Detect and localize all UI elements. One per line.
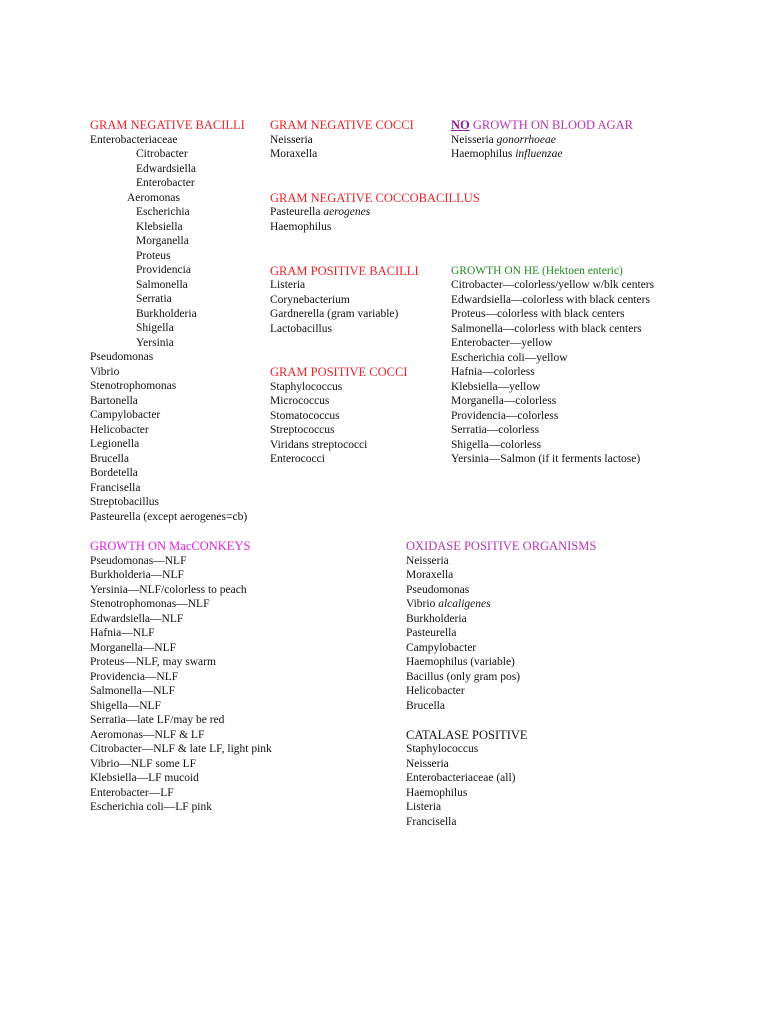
catalase-positive-section: [406, 728, 528, 830]
list-item: Citrobacter—colorless/yellow w/blk centers: [451, 279, 655, 291]
list-item: Morganella—NLF: [90, 641, 177, 654]
item-species: influenzae: [515, 148, 563, 160]
list-item: Hafnia—colorless: [451, 366, 535, 378]
item-genus: Pasteurella: [270, 206, 324, 218]
list-item: Escherichia coli—yellow: [451, 351, 568, 364]
list-item: Pseudomonas: [406, 583, 470, 596]
list-item: Hafnia—NLF: [90, 627, 155, 639]
list-item: Enterobacter—yellow: [451, 337, 553, 349]
list-item: Serratia: [136, 293, 172, 305]
list-item: Aeromonas: [127, 191, 181, 204]
oxidase-positive-section: [406, 539, 596, 713]
gram-negative-coccobacillus-section: [270, 191, 480, 235]
list-item: Staphylococcus: [406, 743, 479, 755]
list-item: Helicobacter: [90, 423, 149, 436]
list-item: Morganella: [136, 235, 189, 247]
growth-on-macconkeys-section: [90, 539, 272, 815]
item-genus: Neisseria: [451, 133, 497, 146]
list-item: Shigella—colorless: [451, 438, 542, 451]
list-item: Burkholderia: [406, 612, 467, 625]
section-heading: GRAM POSITIVE COCCI: [270, 365, 408, 379]
list-item: Pasteurella: [406, 627, 457, 639]
gram-negative-cocci-section: [270, 118, 414, 162]
list-item: Vibrio: [90, 365, 120, 378]
list-item: Klebsiella: [136, 220, 183, 233]
list-item: Edwardsiella: [136, 162, 197, 175]
list-item: Escherichia coli—LF pink: [90, 801, 212, 813]
item-genus: Haemophilus: [451, 148, 516, 160]
section-heading: OXIDASE POSITIVE ORGANISMS: [406, 539, 597, 553]
list-item: [451, 147, 633, 162]
growth-on-he-section: [451, 264, 654, 467]
list-item: Haemophilus: [406, 786, 468, 799]
list-item: Bordetella: [90, 467, 138, 479]
list-item: Listeria: [406, 801, 442, 813]
list-item: Enterobacteriaceae (all): [406, 772, 516, 784]
list-item: Salmonella—colorless with black centers: [451, 322, 642, 335]
list-item: Proteus—NLF, may swarm: [90, 656, 216, 668]
item-genus: Vibrio: [406, 598, 439, 610]
list-item: Moraxella: [406, 569, 454, 581]
list-item: Serratia—colorless: [451, 424, 540, 436]
list-item: Pseudomonas—NLF: [90, 554, 187, 567]
list-item: Francisella: [90, 481, 141, 494]
list-item: Aeromonas—NLF & LF: [90, 728, 205, 741]
section-heading: GRAM POSITIVE BACILLI: [270, 263, 419, 278]
list-item: Proteus: [136, 249, 171, 262]
list-item: Moraxella: [270, 148, 318, 160]
list-item: Corynebacterium: [270, 293, 350, 306]
no-growth-blood-agar-section: [451, 118, 633, 162]
list-item: Bacillus (only gram pos): [406, 670, 521, 683]
list-item: Pseudomonas: [90, 351, 154, 363]
list-item: Lactobacillus: [270, 322, 332, 335]
list-item: Morganella—colorless: [451, 395, 557, 407]
list-item: Haemophilus (variable): [406, 656, 515, 668]
list-item: Neisseria: [406, 554, 449, 567]
list-item: Neisseria: [406, 757, 449, 770]
list-item: Stomatococcus: [270, 409, 340, 422]
section-heading: GRAM NEGATIVE COCCI: [270, 118, 414, 132]
list-item: Brucella: [90, 452, 129, 465]
section-heading: GROWTH ON MacCONKEYS: [90, 539, 251, 553]
list-item: Enterobacteriaceae: [90, 133, 178, 146]
list-item: Serratia—late LF/may be red: [90, 714, 225, 726]
list-item: [406, 597, 596, 612]
section-heading: CATALASE POSITIVE: [406, 727, 528, 742]
item-species: aerogenes: [323, 206, 371, 218]
list-item: Streptobacillus: [90, 496, 159, 508]
list-item: Shigella: [136, 322, 174, 334]
list-item: Escherichia: [136, 206, 190, 218]
list-item: [451, 133, 633, 148]
list-item: Streptococcus: [270, 424, 335, 436]
list-item: Pasteurella (except aerogenes=cb): [90, 510, 248, 523]
list-item: Klebsiella—yellow: [451, 380, 541, 393]
list-item: Edwardsiella—colorless with black centers: [451, 293, 650, 306]
list-item: Campylobacter: [90, 409, 161, 421]
list-item: Enterobacter—LF: [90, 786, 174, 799]
list-item: Providencia—NLF: [90, 670, 179, 683]
heading-emphasis: NO: [451, 118, 470, 132]
section-heading: [451, 118, 633, 133]
list-item: Edwardsiella—NLF: [90, 612, 184, 625]
list-item: Stenotrophomonas: [90, 380, 177, 392]
list-item: Campylobacter: [406, 641, 477, 654]
item-species: gonorrhoeae: [496, 133, 556, 146]
list-item: Enterobacter: [136, 177, 195, 189]
list-item: Salmonella: [136, 278, 188, 291]
list-item: Bartonella: [90, 394, 138, 407]
section-heading: GRAM NEGATIVE COCCOBACILLUS: [270, 190, 480, 205]
section-heading: GRAM NEGATIVE BACILLI: [90, 118, 245, 132]
gram-positive-cocci-section: [270, 365, 408, 467]
list-item: Enterococci: [270, 453, 325, 465]
gram-negative-bacilli-section: [90, 118, 247, 524]
list-item: Klebsiella—LF mucoid: [90, 772, 199, 784]
list-item: Gardnerella (gram variable): [270, 308, 399, 320]
list-item: Proteus—colorless with black centers: [451, 308, 625, 320]
list-item: Vibrio—NLF some LF: [90, 757, 197, 770]
list-item: Yersinia: [136, 336, 174, 349]
list-item: Legionella: [90, 438, 140, 450]
list-item: Viridans streptococci: [270, 438, 368, 451]
list-item: Staphylococcus: [270, 380, 343, 393]
list-item: [270, 205, 480, 220]
heading-text: GROWTH ON BLOOD AGAR: [469, 118, 633, 132]
list-item: Providencia—colorless: [451, 409, 559, 422]
list-item: Providencia: [136, 264, 191, 276]
list-item: Haemophilus: [270, 220, 332, 233]
gram-positive-bacilli-section: [270, 264, 419, 337]
list-item: Burkholderia—NLF: [90, 569, 184, 581]
list-item: Yersinia—Salmon (if it ferments lactose): [451, 453, 641, 465]
list-item: Burkholderia: [136, 307, 197, 320]
list-item: Shigella—NLF: [90, 699, 161, 712]
list-item: Stenotrophomonas—NLF: [90, 598, 210, 610]
section-heading: GROWTH ON HE (Hektoen enteric): [451, 264, 623, 277]
list-item: Yersinia—NLF/colorless to peach: [90, 583, 247, 596]
list-item: Neisseria: [270, 133, 313, 146]
list-item: Salmonella—NLF: [90, 685, 175, 697]
list-item: Francisella: [406, 815, 457, 828]
list-item: Micrococcus: [270, 395, 330, 407]
list-item: Citrobacter: [136, 148, 188, 160]
list-item: Brucella: [406, 699, 445, 712]
list-item: Helicobacter: [406, 685, 465, 697]
list-item: Listeria: [270, 279, 306, 291]
list-item: Citrobacter—NLF & late LF, light pink: [90, 743, 272, 755]
item-species: alcaligenes: [438, 598, 491, 610]
